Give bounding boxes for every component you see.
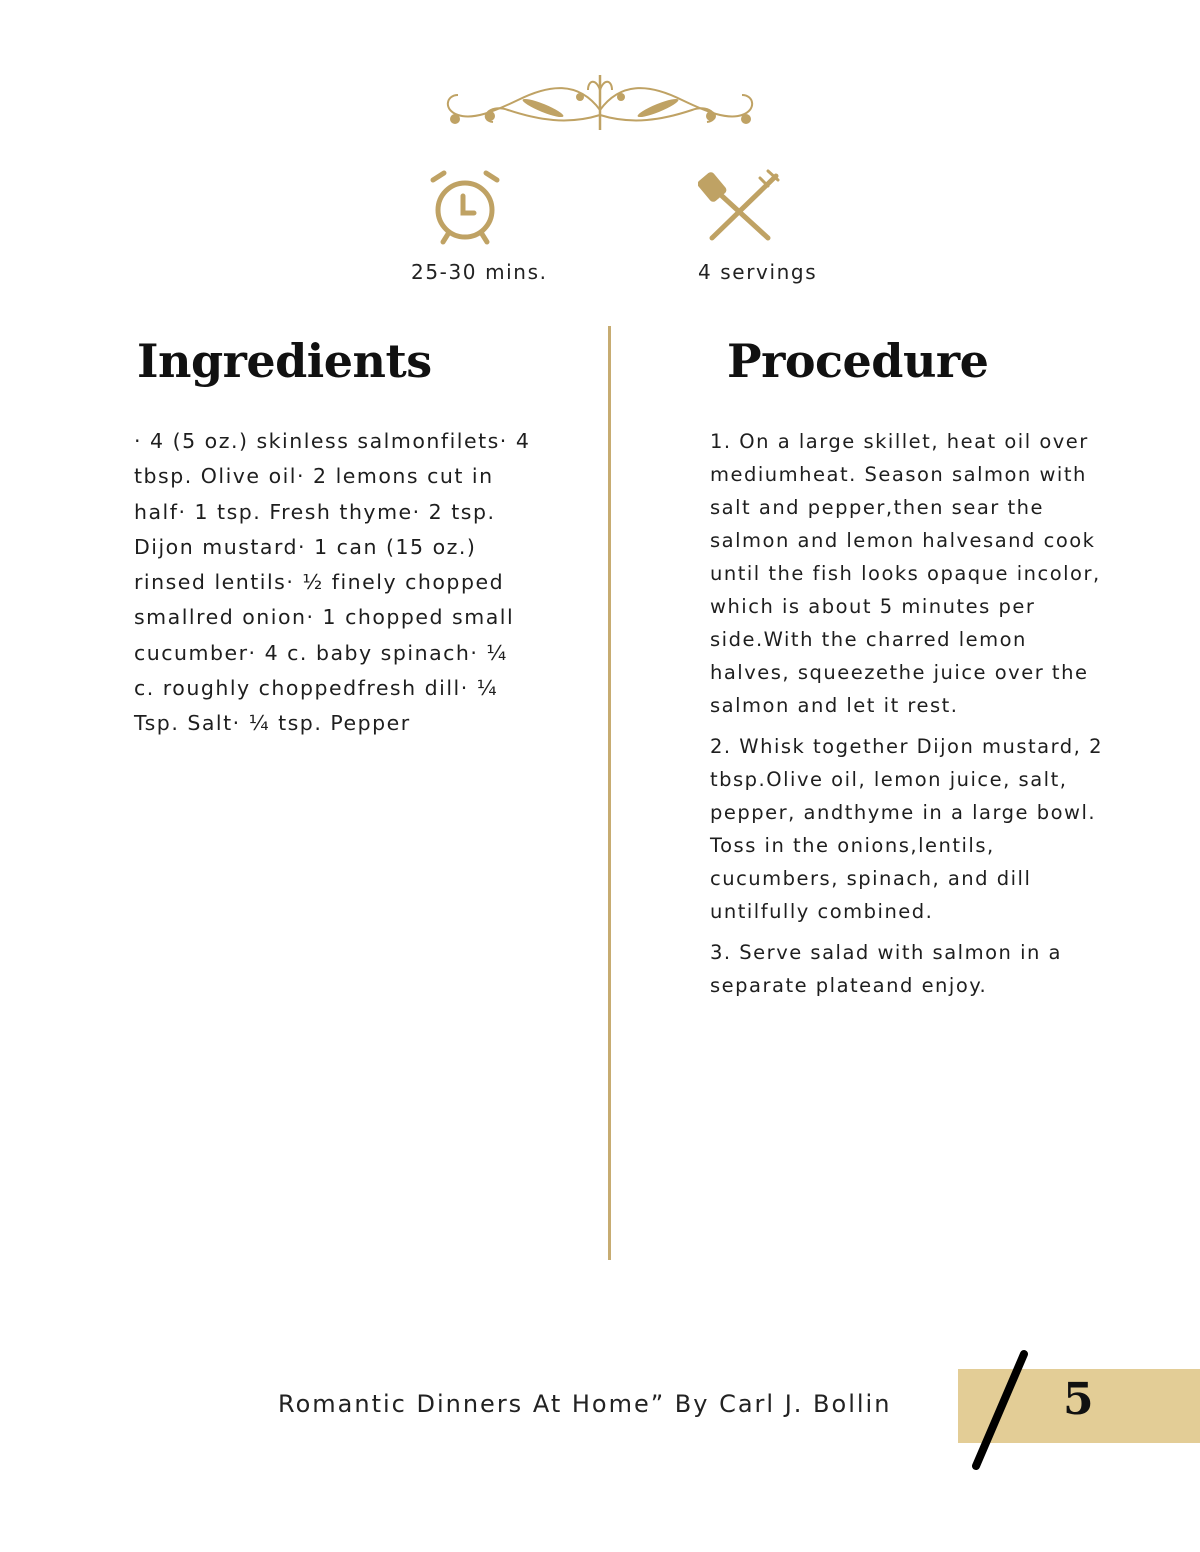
step-line: which is about 5 minutes per: [710, 595, 1036, 618]
procedure-step-1: [710, 425, 1103, 722]
step-line: separate plateand enjoy.: [710, 974, 988, 997]
spatula-fork-icon: [698, 168, 782, 244]
ingredient-line: rinsed lentils· ½ finely chopped: [134, 570, 505, 595]
step-line: pepper, andthyme in a large bowl.: [710, 801, 1097, 824]
column-divider: [608, 326, 611, 1260]
ingredient-line: c. roughly choppedfresh dill· ¼: [134, 676, 499, 701]
step-line: until the fish looks opaque incolor,: [710, 562, 1101, 585]
servings-label: 4 servings: [698, 260, 818, 284]
ingredient-line: smallred onion· 1 chopped small: [134, 605, 515, 630]
step-line: tbsp.Olive oil, lemon juice, salt,: [710, 768, 1068, 791]
slash-decoration-icon: [958, 1348, 1038, 1472]
ingredient-line: cucumber· 4 c. baby spinach· ¼: [134, 640, 508, 665]
step-line: side.With the charred lemon: [710, 628, 1027, 651]
procedure-step-2: [710, 730, 1103, 928]
step-line: halves, squeezethe juice over the: [710, 661, 1089, 684]
alarm-clock-icon: [428, 168, 502, 246]
step-line: cucumbers, spinach, and dill: [710, 867, 1032, 890]
step-line: Toss in the onions,lentils,: [710, 834, 995, 857]
ingredients-heading: Ingredients: [137, 334, 432, 388]
procedure-heading: Procedure: [727, 334, 989, 388]
step-line: 1. On a large skillet, heat oil over: [710, 430, 1089, 453]
step-line: 3. Serve salad with salmon in a: [710, 941, 1062, 964]
page-number: 5: [1063, 1374, 1094, 1425]
footer-book-title: Romantic Dinners At Home” By Carl J. Bollin: [278, 1390, 892, 1418]
ingredients-list: [134, 424, 530, 742]
ingredient-line: Dijon mustard· 1 can (15 oz.): [134, 534, 477, 559]
step-line: salmon and lemon halvesand cook: [710, 529, 1096, 552]
ingredient-line: · 4 (5 oz.) skinless salmonfilets· 4: [134, 429, 531, 453]
procedure-steps: [710, 425, 1103, 1010]
ingredient-line: Tsp. Salt· ¼ tsp. Pepper: [134, 711, 411, 736]
procedure-step-3: [710, 936, 1103, 1002]
ingredient-line: tbsp. Olive oil· 2 lemons cut in: [134, 464, 494, 489]
step-line: mediumheat. Season salmon with: [710, 463, 1087, 486]
flourish-ornament-icon: [438, 70, 763, 136]
ingredient-line: half· 1 tsp. Fresh thyme· 2 tsp.: [134, 499, 496, 524]
cook-time-label: 25-30 mins.: [411, 260, 548, 284]
step-line: 2. Whisk together Dijon mustard, 2: [710, 735, 1103, 758]
step-line: salmon and let it rest.: [710, 694, 959, 717]
step-line: salt and pepper,then sear the: [710, 496, 1044, 519]
step-line: untilfully combined.: [710, 900, 934, 923]
